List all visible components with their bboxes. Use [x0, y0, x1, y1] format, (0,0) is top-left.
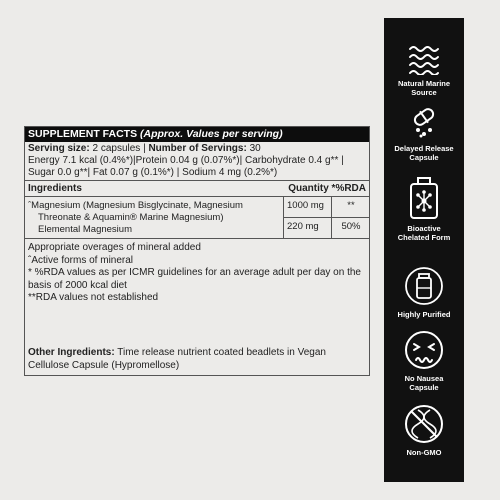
badge-label-line2: Chelated Form	[397, 233, 451, 242]
badge-non-gmo	[384, 404, 464, 457]
capsule-icon	[406, 106, 442, 140]
ingredient-names	[25, 197, 284, 238]
badge-label-line2: Source	[411, 88, 437, 97]
note-rda-line-1: * %RDA values as per ICMR guidelines for an average adult per day on the	[28, 267, 361, 278]
quantity-1: 1000 mg	[287, 200, 324, 211]
serving-size-value: 2 capsules	[92, 143, 141, 154]
facts-title: SUPPLEMENT FACTS	[28, 128, 138, 140]
feature-badges-sidebar	[384, 18, 464, 482]
waves-icon	[407, 43, 441, 75]
badge-label-line2: Capsule	[409, 383, 439, 392]
quantity-2: 220 mg	[287, 221, 319, 232]
badge-label-line1: Natural Marine	[397, 79, 451, 88]
servings-label: Number of Servings:	[148, 143, 247, 154]
other-ingredients-label: Other Ingredients:	[28, 347, 115, 358]
no-dna-icon	[404, 404, 444, 444]
badge-label-line1: Highly Purified	[397, 310, 451, 319]
ingredients-header: Ingredients	[28, 183, 82, 194]
rda-1: **	[347, 200, 355, 211]
nausea-face-icon	[404, 330, 444, 370]
badge-label-line2: Capsule	[409, 153, 439, 162]
ingredients-header-row	[25, 180, 369, 196]
note-overages: Appropriate overages of mineral added	[28, 242, 201, 253]
other-ingredients-text-1: Time release nutrient coated beadlets in Vegan	[117, 347, 326, 358]
badge-highly-purified	[384, 266, 464, 319]
badge-bioactive	[384, 176, 464, 242]
serving-row: Serving size: 2 capsules | Number of Servings: 30	[28, 143, 261, 154]
badge-label-line1: No Nausea	[404, 374, 444, 383]
nutrition-line-2: Sugar 0.0 g**| Fat 0.07 g (0.1%*) | Sodium 4 mg (0.2%*)	[28, 167, 278, 178]
badge-label-line1: Delayed Release	[394, 144, 454, 153]
ingredient-1-line-2: Threonate & Aquamin® Marine Magnesium)	[38, 212, 224, 223]
badge-no-nausea	[384, 330, 464, 392]
facts-subtitle: (Approx. Values per serving)	[140, 128, 283, 140]
ingredient-2: Elemental Magnesium	[38, 224, 132, 235]
other-ingredients	[25, 347, 371, 372]
ingredient-rda	[332, 197, 369, 238]
servings-value: 30	[249, 143, 261, 154]
quantity-header: Quantity	[288, 183, 329, 194]
bottle-molecule-icon	[407, 176, 441, 220]
note-active-forms: ˆActive forms of mineral	[28, 254, 134, 266]
footnotes	[25, 238, 369, 308]
nutrition-line-1: Energy 7.1 kcal (0.4%*)|Protein 0.04 g (0.07%*)| Carbohydrate 0.4 g** |	[28, 155, 344, 166]
note-rda-line-2: basis of 2000 kcal diet	[28, 279, 127, 291]
bottle-icon	[404, 266, 444, 306]
badge-label-line1: Bioactive	[407, 224, 441, 233]
badge-delayed-release	[384, 106, 464, 162]
ingredients-table	[25, 196, 369, 238]
ingredient-quantities	[284, 197, 332, 238]
note-rda-not-established: **RDA values not established	[28, 292, 159, 303]
ingredient-1-line-1: ˆMagnesium (Magnesium Bisglycinate, Magnesium	[28, 200, 243, 211]
supplement-facts-panel	[24, 126, 370, 376]
badge-natural-marine	[384, 43, 464, 97]
badge-label-line1: Non-GMO	[406, 448, 442, 457]
facts-header	[25, 127, 369, 142]
rda-header: *%RDA	[331, 183, 366, 194]
other-ingredients-text-2: Cellulose Capsule (Hypromellose)	[28, 359, 180, 371]
rda-2: 50%	[341, 221, 361, 232]
serving-size-label: Serving size:	[28, 143, 90, 154]
